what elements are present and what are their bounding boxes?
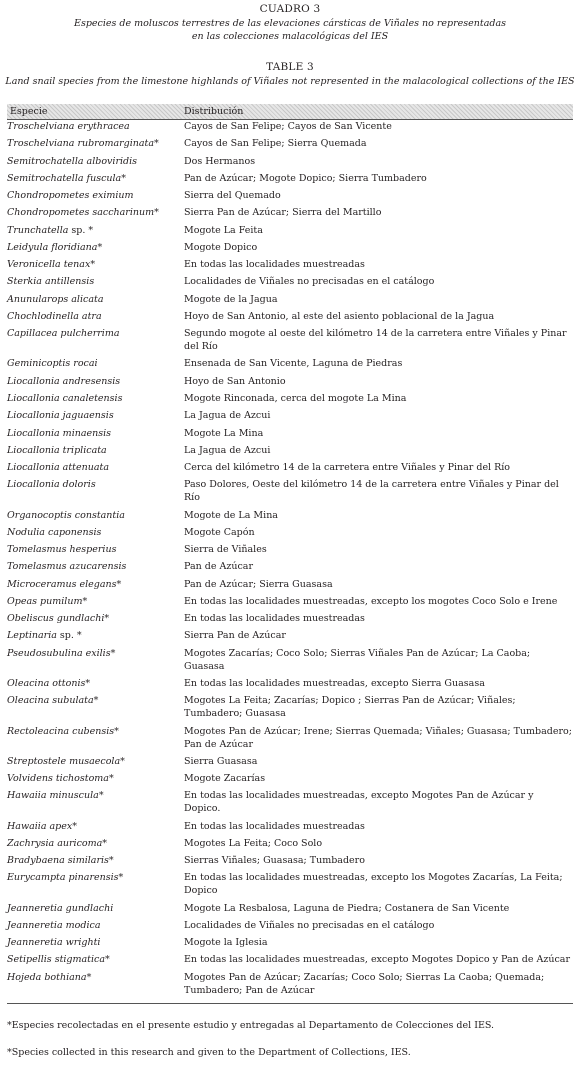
table-row [7, 936, 573, 949]
distribution-text: En todas las localidades muestreadas, excepto los mogotes Coco Solo e Irene [184, 595, 558, 607]
species-name [7, 789, 183, 802]
distribution-text: Pan de Azúcar; Mogote Dopico; Sierra Tumbadero [184, 172, 427, 184]
table-row [7, 392, 573, 405]
species-marker: * [108, 855, 114, 867]
distribution-text: Mogotes La Feita; Coco Solo [184, 837, 323, 849]
species-binomial: Liocallonia minaensis [7, 427, 112, 439]
species-name [7, 241, 183, 254]
cuadro-caption-line-1: Especies de moluscos terrestres de las elevaciones cársticas de Viñales no representadas [74, 18, 506, 29]
distribution-text: Mogote La Mina [184, 427, 264, 439]
species-name [7, 189, 183, 202]
table-row [7, 206, 573, 219]
species-marker: * [102, 837, 108, 849]
distribution-text: En todas las localidades muestreadas, excepto Mogotes Dopico y Pan de Azúcar [184, 954, 570, 966]
species-binomial: Rectoleacina cubensis [7, 725, 115, 737]
species-name [7, 310, 183, 323]
table-row [7, 543, 573, 556]
distribution-text: Sierra Guasasa [184, 755, 258, 767]
species-marker: * [82, 595, 88, 607]
species-binomial: Pseudosubulina exilis [7, 647, 111, 659]
species-binomial: Jeanneretia gundlachi [7, 902, 114, 914]
table-row [7, 293, 573, 306]
species-marker: * [93, 695, 99, 707]
species-binomial: Anunularops alicata [7, 293, 104, 305]
species-binomial: Trunchatella [7, 224, 69, 236]
distribution-text: Cayos de San Felipe; Sierra Quemada [184, 138, 367, 150]
species-marker: * [154, 138, 159, 150]
table-row [7, 137, 573, 150]
table-row [7, 820, 573, 833]
species-binomial: Zachrysia auricoma [7, 837, 103, 849]
distribution-text: Mogote Capón [184, 526, 255, 538]
species-binomial: Organocoptis constantia [7, 509, 125, 521]
species-name [7, 936, 183, 949]
species-name [7, 772, 183, 785]
cuadro-label: CUADRO 3 [259, 3, 321, 15]
table-caption: Land snail species from the limestone highlands of Viñales not represented in the malacological collections of the IES [5, 76, 575, 87]
table-label: TABLE 3 [266, 61, 314, 73]
table-row [7, 677, 573, 690]
species-name [7, 595, 183, 608]
distribution-text: La Jagua de Azcui [184, 444, 271, 456]
species-binomial: Setipellis stigmatica [7, 954, 106, 966]
species-name [7, 293, 183, 306]
species-name [7, 871, 183, 884]
distribution-text: Paso Dolores, Oeste del kilómetro 14 de la carretera entre Viñales y Pinar del Río [184, 479, 559, 504]
species-marker: * [121, 172, 126, 184]
species-marker: * [90, 259, 96, 271]
species-name [7, 137, 183, 150]
species-name [7, 820, 183, 833]
species-name [7, 258, 183, 271]
table-row [7, 509, 573, 522]
species-binomial: Liocallonia canaletensis [7, 392, 123, 404]
species-marker: * [97, 241, 103, 253]
species-name [7, 120, 183, 133]
distribution-text: Segundo mogote al oeste del kilómetro 14 de la carretera entre Viñales y Pinar del Río [184, 328, 567, 353]
table-row [7, 224, 573, 237]
table-row [7, 755, 573, 768]
species-marker: * [118, 872, 124, 884]
species-name [7, 953, 183, 966]
species-name [7, 837, 183, 850]
species-binomial: Troschelviana erythracea [7, 121, 130, 132]
table-header-row [7, 104, 573, 120]
species-name [7, 275, 183, 288]
cuadro-caption [40, 17, 540, 43]
distribution-text: Sierra Pan de Azúcar [184, 630, 286, 642]
distribution-text: Cerca del kilómetro 14 de la carretera entre Viñales y Pinar del Río [184, 462, 511, 474]
species-binomial: Liocallonia doloris [7, 479, 96, 491]
table-row [7, 120, 573, 133]
species-marker: * [154, 207, 159, 219]
species-name [7, 755, 183, 768]
table-body [7, 120, 573, 1001]
species-name [7, 172, 183, 185]
species-name [7, 206, 183, 219]
species-marker: * [86, 971, 92, 983]
distribution-text: En todas las localidades muestreadas, excepto Sierra Guasasa [184, 677, 485, 689]
species-binomial: Leidyula floridiana [7, 241, 98, 253]
distribution-text: Mogote Zacarías [184, 773, 266, 785]
distribution-text: En todas las localidades muestreadas [184, 613, 365, 625]
footnote-english: *Species collected in this research and given to the Department of Collections, IES. [7, 1047, 411, 1058]
table-row [7, 375, 573, 388]
species-name [7, 357, 183, 370]
species-marker: * [104, 613, 110, 625]
species-binomial: Microceramus elegans [7, 578, 117, 590]
distribution-text: En todas las localidades muestreadas [184, 820, 365, 832]
table-row [7, 526, 573, 539]
distribution-text: En todas las localidades muestreadas, excepto Mogotes Pan de Azúcar y Dopico. [184, 790, 534, 815]
species-binomial: Nodulia caponensis [7, 526, 102, 538]
species-binomial: Jeanneretia modica [7, 919, 101, 931]
species-name [7, 647, 183, 660]
species-name [7, 971, 183, 984]
table-row [7, 971, 573, 997]
table-row [7, 772, 573, 785]
table-row [7, 172, 573, 185]
table-row [7, 647, 573, 673]
species-binomial: Leptinaria [7, 630, 57, 642]
table-row [7, 725, 573, 751]
table-row [7, 189, 573, 202]
species-name [7, 902, 183, 915]
table-row [7, 427, 573, 440]
distribution-text: Ensenada de San Vicente, Laguna de Piedras [184, 358, 403, 370]
species-marker: * [85, 677, 91, 689]
distribution-text: Sierra Pan de Azúcar; Sierra del Martillo [184, 207, 382, 219]
species-binomial: Chondropometes eximium [7, 190, 134, 202]
species-name [7, 444, 183, 457]
column-header-distribution: Distribución [184, 106, 244, 117]
table-row [7, 258, 573, 271]
distribution-text: Localidades de Viñales no precisadas en el catálogo [184, 276, 435, 288]
footnote-spanish: *Especies recolectadas en el presente estudio y entregadas al Departamento de Colecciones del IES. [7, 1020, 495, 1031]
species-binomial: Jeanneretia wrighti [7, 937, 101, 949]
species-marker: * [98, 790, 104, 802]
species-name [7, 478, 183, 491]
species-name [7, 461, 183, 474]
species-name [7, 677, 183, 690]
table-row [7, 694, 573, 720]
distribution-text: Mogotes Pan de Azúcar; Zacarías; Coco Solo; Sierras La Caoba; Quemada; Tumbadero; Pan de Azúcar [184, 971, 545, 996]
distribution-text: Hoyo de San Antonio [184, 375, 286, 387]
species-name [7, 543, 183, 556]
species-binomial: Hojeda bothiana [7, 971, 87, 983]
table-row [7, 629, 573, 642]
table-row [7, 444, 573, 457]
species-name [7, 578, 183, 591]
distribution-text: La Jagua de Azcui [184, 410, 271, 422]
table-row [7, 953, 573, 966]
species-marker: * [116, 578, 122, 590]
table-row [7, 854, 573, 867]
distribution-text: Pan de Azúcar; Sierra Guasasa [184, 578, 333, 590]
species-marker: sp. * [56, 630, 82, 642]
species-name [7, 919, 183, 932]
table-row [7, 327, 573, 353]
species-binomial: Liocallonia attenuata [7, 462, 109, 474]
table-row [7, 871, 573, 897]
distribution-text: Localidades de Viñales no precisadas en el catálogo [184, 919, 435, 931]
species-marker: * [114, 725, 119, 737]
distribution-text: Mogotes Pan de Azúcar; Irene; Sierras Quemada; Viñales; Guasasa; Tumbadero; Pan de Azúcar [184, 725, 572, 750]
distribution-text: Mogote La Feita [184, 224, 263, 236]
species-binomial: Semitrochatella alboviridis [7, 155, 138, 167]
distribution-text: Mogote Rinconada, cerca del mogote La Mina [184, 392, 407, 404]
distribution-text: Sierras Viñales; Guasasa; Tumbadero [184, 855, 365, 867]
distribution-text: Mogotes La Feita; Zacarías; Dopico ; Sierras Pan de Azúcar; Viñales; Tumbadero; Guasasa [184, 695, 516, 720]
species-binomial: Chondropometes saccharinum [7, 207, 155, 219]
species-binomial: Tomelasmus azucarensis [7, 561, 127, 573]
table-bottom-rule [7, 1003, 573, 1004]
table-row [7, 275, 573, 288]
species-binomial: Bradybaena similaris [7, 855, 109, 867]
species-binomial: Obeliscus gundlachi [7, 613, 105, 625]
species-binomial: Oleacina ottonis [7, 677, 86, 689]
species-name [7, 694, 183, 707]
table-row [7, 241, 573, 254]
distribution-text: Dos Hermanos [184, 155, 256, 167]
distribution-text: Hoyo de San Antonio, al este del asiento poblacional de la Jagua [184, 310, 495, 322]
species-name [7, 509, 183, 522]
species-binomial: Sterkia antillensis [7, 276, 95, 288]
species-binomial: Hawaiia minuscula [7, 790, 99, 802]
distribution-text: En todas las localidades muestreadas, excepto los Mogotes Zacarías, La Feita; Dopico [184, 872, 563, 897]
distribution-text: Mogote La Resbalosa, Laguna de Piedra; Costanera de San Vicente [184, 902, 510, 914]
species-name [7, 725, 183, 738]
species-name [7, 392, 183, 405]
species-binomial: Capillacea pulcherrima [7, 328, 120, 340]
table-row [7, 578, 573, 591]
species-binomial: Hawaiia apex [7, 820, 73, 832]
distribution-text: Cayos de San Felipe; Cayos de San Vicente [184, 121, 392, 132]
table-row [7, 560, 573, 573]
species-marker: * [105, 954, 110, 966]
species-name [7, 224, 183, 237]
species-marker: * [108, 773, 114, 785]
table-row [7, 461, 573, 474]
distribution-text: Mogote la Iglesia [184, 937, 268, 949]
species-binomial: Veronicella tenax [7, 259, 91, 271]
table-row [7, 155, 573, 168]
species-binomial: Oleacina subulata [7, 695, 94, 707]
table-row [7, 919, 573, 932]
cuadro-caption-line-2: en las colecciones malacológicas del IES [191, 31, 389, 42]
table-row [7, 789, 573, 815]
species-binomial: Tomelasmus hesperius [7, 544, 117, 556]
table-row [7, 837, 573, 850]
distribution-text: Sierra del Quemado [184, 190, 281, 202]
species-name [7, 629, 183, 642]
species-binomial: Semitrochatella fuscula [7, 172, 122, 184]
distribution-text: Sierra de Viñales [184, 544, 267, 556]
species-marker: * [120, 755, 125, 767]
species-binomial: Volvidens tichostoma [7, 773, 109, 785]
table-row [7, 357, 573, 370]
column-header-species: Especie [10, 106, 48, 117]
species-name [7, 526, 183, 539]
distribution-text: Mogotes Zacarías; Coco Solo; Sierras Viñales Pan de Azúcar; La Caoba; Guasasa [184, 647, 531, 672]
distribution-text: Mogote de la Jagua [184, 293, 278, 305]
table-row [7, 310, 573, 323]
distribution-text: Mogote de La Mina [184, 509, 278, 521]
species-name [7, 854, 183, 867]
species-binomial: Opeas pumilum [7, 595, 83, 607]
species-name [7, 560, 183, 573]
species-name [7, 155, 183, 168]
distribution-text: En todas las localidades muestreadas [184, 259, 365, 271]
distribution-text: Mogote Dopico [184, 241, 258, 253]
table-row [7, 478, 573, 504]
species-marker: * [110, 647, 116, 659]
distribution-text: Pan de Azúcar [184, 561, 254, 573]
species-binomial: Liocallonia triplicata [7, 444, 107, 456]
species-binomial: Streptostele musaecola [7, 755, 121, 767]
species-binomial: Chochlodinella atra [7, 310, 102, 322]
species-binomial: Eurycampta pinarensis [7, 872, 119, 884]
species-binomial: Troschelviana rubromarginata [7, 138, 155, 150]
table-row [7, 595, 573, 608]
table-row [7, 612, 573, 625]
species-marker: * [72, 820, 77, 832]
table-row [7, 409, 573, 422]
species-binomial: Liocallonia jaguaensis [7, 410, 114, 422]
species-binomial: Geminicoptis rocai [7, 358, 98, 370]
species-marker: sp. * [68, 224, 94, 236]
species-name [7, 427, 183, 440]
species-name [7, 327, 183, 340]
species-name [7, 375, 183, 388]
table-row [7, 902, 573, 915]
species-name [7, 409, 183, 422]
species-name [7, 612, 183, 625]
species-binomial: Liocallonia andresensis [7, 375, 121, 387]
